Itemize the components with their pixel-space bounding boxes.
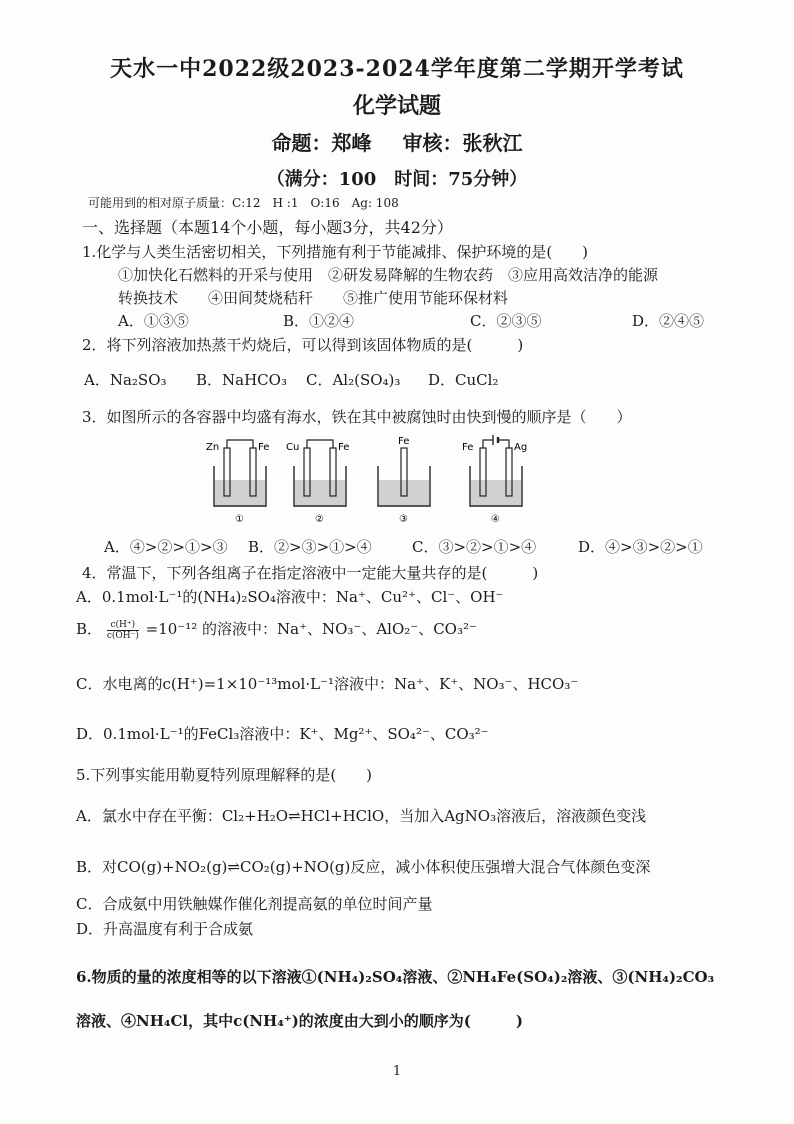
label-zn: Zn (206, 442, 220, 453)
q4-option-b (76, 618, 477, 641)
container-4 (462, 435, 527, 525)
label-num-3: ③ (399, 514, 408, 525)
q1-items-line2: 转换技术 ④田间焚烧秸秆 ⑤推广使用节能环保材料 (118, 289, 509, 307)
q3-option-b: B．②>③>①>④ (248, 538, 372, 556)
label-num-1: ① (235, 514, 244, 525)
exam-subject: 化学试题 (352, 93, 441, 119)
label-fe-1: Fe (258, 442, 270, 453)
fraction-numerator: c(H⁺) (107, 620, 139, 631)
author-label: 命题：郑峰 (271, 131, 372, 155)
q2-option-b: B．NaHCO₃ (196, 371, 287, 389)
exam-staff (0, 127, 794, 156)
label-fe-2: Fe (338, 442, 350, 453)
label-num-2: ② (315, 514, 324, 525)
q1-option-c: C．②③⑤ (470, 312, 542, 330)
q4-option-d: D．0.1mol·L⁻¹的FeCl₃溶液中：K⁺、Mg²⁺、SO₄²⁻、CO₃²⁻ (76, 725, 489, 743)
q2-option-d: D．CuCl₂ (428, 371, 499, 389)
container-3 (378, 436, 430, 525)
q5-option-a: A．氯水中存在平衡：Cl₂+H₂O⇌HCl+HClO，当加入AgNO₃溶液后，溶液颜色变浅 (76, 807, 647, 825)
label-fe-3: Fe (398, 436, 410, 447)
q4-stem: 4．常温下，下列各组离子在指定溶液中一定能大量共存的是( ) (82, 564, 539, 582)
container-1 (206, 440, 269, 525)
q5-option-c: C．合成氨中用铁触媒作催化剂提高氨的单位时间产量 (76, 895, 433, 913)
corrosion-figure (200, 434, 560, 530)
q4-option-a: A．0.1mol·L⁻¹的(NH₄)₂SO₄溶液中：Na⁺、Cu²⁺、Cl⁻、OH⁻ (76, 588, 504, 606)
q2-option-c: C．Al₂(SO₄)₃ (306, 371, 401, 389)
q6-line1: 6.物质的量的浓度相等的以下溶液①(NH₄)₂SO₄溶液、②NH₄Fe(SO₄)₂溶液、③(NH₄)₂CO₃ (76, 968, 715, 986)
q1-option-d: D．②④⑤ (632, 312, 705, 330)
label-fe-4: Fe (462, 442, 474, 453)
q4-option-c: C．水电离的c(H⁺)=1×10⁻¹³mol·L⁻¹溶液中：Na⁺、K⁺、NO₃⁻、HCO₃⁻ (76, 675, 579, 693)
q3-option-d: D．④>③>②>① (578, 538, 703, 556)
exam-title: 天水一中2022级2023-2024学年度第二学期开学考试 (110, 56, 684, 82)
q2-option-a: A．Na₂SO₃ (84, 371, 167, 389)
container-2 (286, 440, 349, 525)
wire-1 (227, 440, 253, 448)
q1-items-line1: ①加快化石燃料的开采与使用 ②研发易降解的生物农药 ③应用高效洁净的能源 (118, 266, 659, 284)
section-heading: 一、选择题（本题14个小题，每小题3分，共42分） (82, 218, 453, 237)
q1-option-a: A．①③⑤ (118, 312, 189, 330)
reviewer-label: 审核：张秋江 (402, 131, 523, 155)
atomic-masses: 可能用到的相对原子质量：C:12 H :1 O:16 Ag: 108 (88, 196, 399, 210)
q6-line2: 溶液、④NH₄Cl，其中c(NH₄⁺)的浓度由大到小的顺序为( ) (76, 1012, 523, 1030)
q3-option-c: C．③>②>①>④ (412, 538, 537, 556)
q1-option-b: B．①②④ (283, 312, 355, 330)
ratio-fraction (107, 620, 139, 641)
seawater-1 (215, 480, 265, 505)
q5-option-b: B．对CO(g)+NO₂(g)⇌CO₂(g)+NO(g)反应，减小体积使压强增大混合气体颜色变深 (76, 858, 651, 876)
q2-stem: 2．将下列溶液加热蒸干灼烧后，可以得到该固体物质的是( ) (82, 336, 524, 354)
q3-option-a: A．④>②>①>③ (104, 538, 228, 556)
q5-stem: 5.下列事实能用勒夏特列原理解释的是( ) (76, 766, 373, 784)
fraction-denominator: c(OH⁻) (106, 630, 139, 641)
label-cu: Cu (286, 442, 300, 453)
label-num-4: ④ (491, 514, 500, 525)
page-number: 1 (392, 1064, 402, 1079)
wire-4 (483, 440, 509, 448)
wire-2 (307, 440, 333, 448)
q1-stem: 1.化学与人类生活密切相关，下列措施有利于节能减排、保护环境的是( ) (82, 243, 589, 261)
label-ag: Ag (514, 442, 528, 453)
seawater-4 (471, 480, 521, 505)
q4-option-b-prefix: B． (76, 620, 103, 638)
seawater-3 (379, 480, 429, 505)
score-time: （满分：100 时间：75分钟） (266, 169, 528, 190)
q4-option-b-rest: =10⁻¹² 的溶液中：Na⁺、NO₃⁻、AlO₂⁻、CO₃²⁻ (145, 620, 477, 638)
seawater-2 (295, 480, 345, 505)
q3-stem: 3．如图所示的各容器中均盛有海水，铁在其中被腐蚀时由快到慢的顺序是（ ） (82, 408, 632, 426)
q5-option-d: D．升高温度有利于合成氨 (76, 920, 254, 938)
